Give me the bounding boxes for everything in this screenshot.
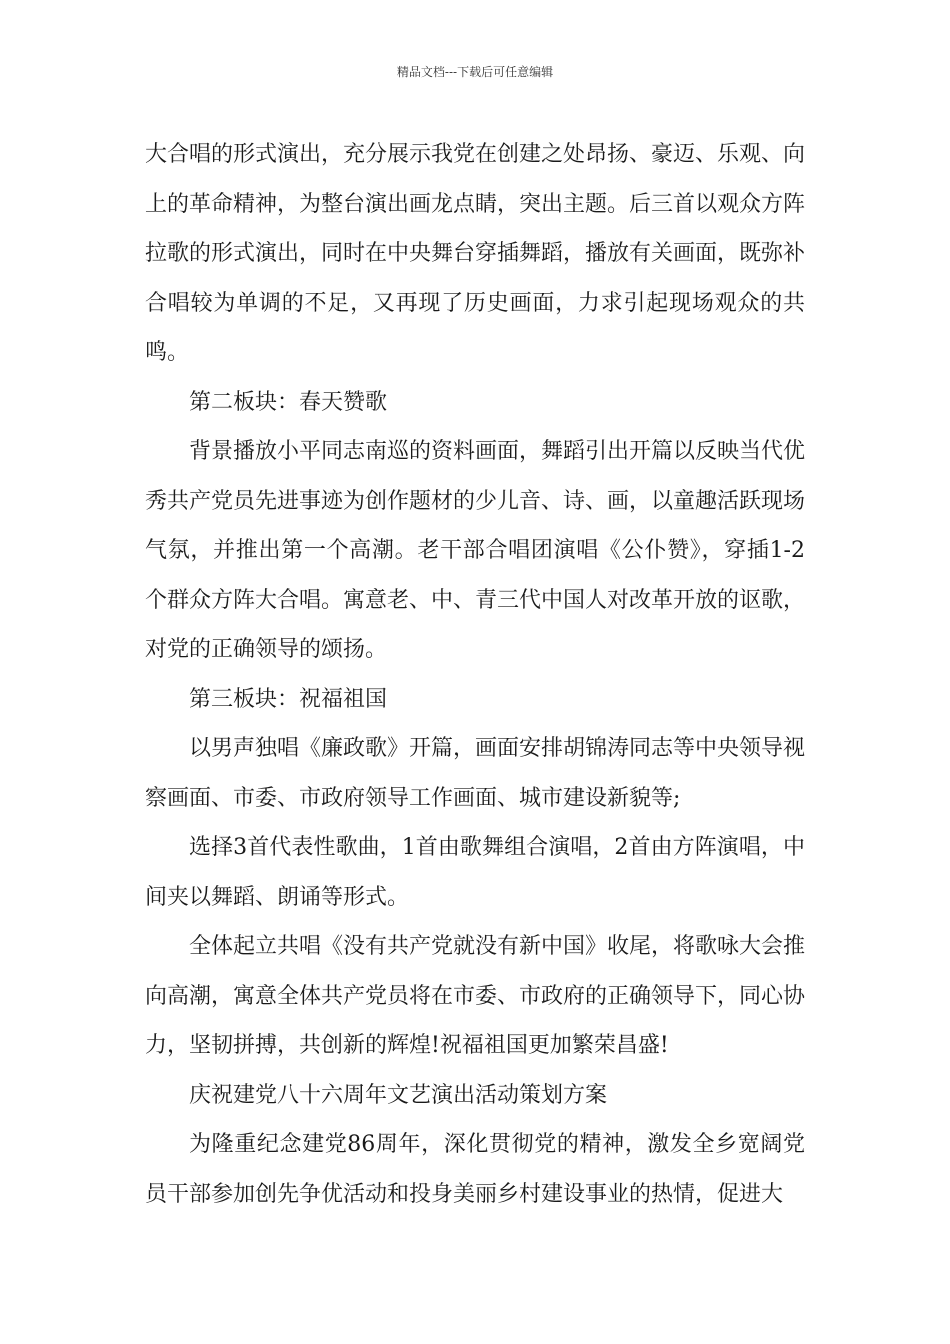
page-header: 精品文档---下载后可任意编辑: [396, 65, 554, 79]
plan-title: 庆祝建党八十六周年文艺演出活动策划方案: [189, 1082, 608, 1108]
paragraph-spring-ode: 背景播放小平同志南巡的资料画面，舞蹈引出开篇以反映当代优秀共产党员先进事迹为创作题材的少儿音、诗、画，以童趣活跃现场气氛，并推出第一个高潮。老干部合唱团演唱《公仆赞》，穿插1-2个群众方阵大合唱。寓意老、中、青三代中国人对改革开放的讴歌，对党的正确领导的颂扬。: [145, 439, 806, 662]
document-body: [145, 130, 805, 1219]
paragraph-finale: 全体起立共唱《没有共产党就没有新中国》收尾，将歌咏大会推向高潮，寓意全体共产党员将在市委、市政府的正确领导下，同心协力，坚韧拼搏，共创新的辉煌!祝福祖国更加繁荣昌盛!: [145, 934, 806, 1058]
section-heading-bless-motherland: 第三板块：祝福祖国: [189, 686, 388, 712]
paragraph-plan-intro: 为隆重纪念建党86周年，深化贯彻党的精神，激发全乡宽阔党员干部参加创先争优活动和投身美丽乡村建设事业的热情，促进大: [145, 1132, 805, 1207]
paragraph-song-selection: 选择3首代表性歌曲，1首由歌舞组合演唱，2首由方阵演唱，中间夹以舞蹈、朗诵等形式。: [145, 835, 805, 910]
section-heading-spring-ode: 第二板块：春天赞歌: [189, 389, 388, 415]
paragraph-opening-solo: 以男声独唱《廉政歌》开篇，画面安排胡锦涛同志等中央领导视察画面、市委、市政府领导工作画面、城市建设新貌等;: [145, 736, 806, 811]
paragraph-continuation: 大合唱的形式演出，充分展示我党在创建之处昂扬、豪迈、乐观、向上的革命精神，为整台演出画龙点睛，突出主题。后三首以观众方阵拉歌的形式演出，同时在中央舞台穿插舞蹈，播放有关画面，既弥补合唱较为单调的不足，又再现了历史画面，力求引起现场观众的共鸣。: [145, 142, 806, 365]
